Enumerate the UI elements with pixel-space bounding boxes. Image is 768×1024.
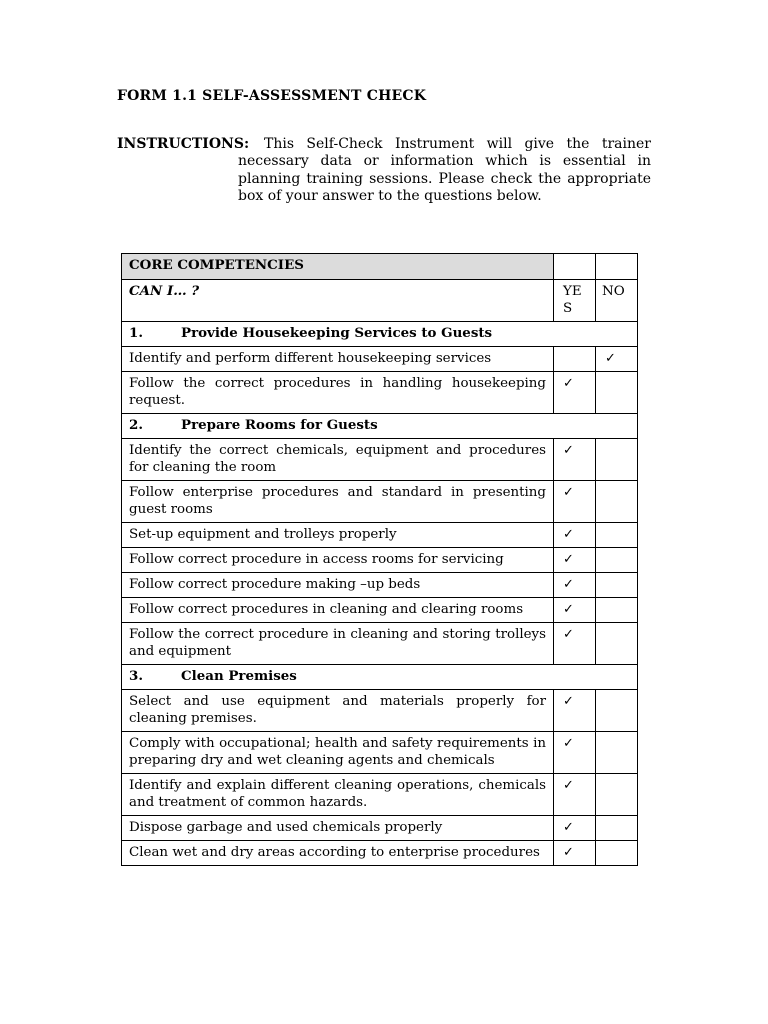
form-title: FORM 1.1 SELF-ASSESSMENT CHECK: [117, 88, 427, 104]
check-mark-icon: ✓: [563, 485, 574, 500]
check-mark-icon: ✓: [563, 627, 574, 642]
empty-cell: [554, 254, 596, 280]
no-checkbox[interactable]: [596, 481, 638, 523]
competency-row: [122, 573, 638, 598]
competency-row: [122, 841, 638, 866]
yes-column-header: [554, 280, 596, 322]
competency-text: Follow the correct procedures in handling housekeeping request.: [122, 372, 554, 414]
no-checkbox[interactable]: [596, 774, 638, 816]
yes-checkbox[interactable]: [554, 548, 596, 573]
no-checkbox[interactable]: [596, 347, 638, 372]
competency-row: [122, 523, 638, 548]
no-checkbox[interactable]: [596, 623, 638, 665]
no-checkbox[interactable]: [596, 523, 638, 548]
competency-row: [122, 816, 638, 841]
yes-checkbox[interactable]: [554, 623, 596, 665]
competency-text: Identify and explain different cleaning operations, chemicals and treatment of common hazards.: [122, 774, 554, 816]
competency-row: [122, 774, 638, 816]
check-mark-icon: ✓: [563, 845, 574, 860]
yes-checkbox[interactable]: [554, 774, 596, 816]
competency-text: Set-up equipment and trolleys properly: [122, 523, 554, 548]
check-mark-icon: ✓: [563, 736, 574, 751]
check-mark-icon: ✓: [563, 694, 574, 709]
section-row: [122, 322, 638, 347]
competency-row: [122, 732, 638, 774]
core-competencies-header: CORE COMPETENCIES: [122, 254, 554, 280]
competency-row: [122, 481, 638, 523]
yes-checkbox[interactable]: [554, 690, 596, 732]
no-checkbox[interactable]: [596, 690, 638, 732]
section-title-cell: [122, 322, 638, 347]
no-checkbox[interactable]: [596, 548, 638, 573]
can-i-row: [122, 280, 638, 322]
no-checkbox[interactable]: [596, 732, 638, 774]
instructions-text: This Self-Check Instrument will give the trainer necessary data or information which is essential in planning training sessions. Please check the appropriate box of your answer to the questions below.: [238, 136, 651, 204]
section-title: Clean Premises: [181, 668, 297, 684]
check-mark-icon: ✓: [563, 602, 574, 617]
competency-text: Follow correct procedure making –up beds: [122, 573, 554, 598]
yes-checkbox[interactable]: [554, 732, 596, 774]
yes-checkbox[interactable]: [554, 481, 596, 523]
instructions-label-text: INSTRUCTIONS: [117, 136, 244, 152]
section-row: [122, 414, 638, 439]
no-checkbox[interactable]: [596, 573, 638, 598]
no-checkbox[interactable]: [596, 598, 638, 623]
competency-text: Select and use equipment and materials properly for cleaning premises.: [122, 690, 554, 732]
section-number: 1.: [129, 325, 143, 341]
section-number: 3.: [129, 668, 143, 684]
can-i-label: CAN I… ?: [122, 280, 554, 322]
competency-text: Dispose garbage and used chemicals properly: [122, 816, 554, 841]
instructions-label: INSTRUCTIONS:: [117, 136, 250, 152]
competency-text: Identify the correct chemicals, equipment and procedures for cleaning the room: [122, 439, 554, 481]
section-title-cell: [122, 665, 638, 690]
no-checkbox[interactable]: [596, 841, 638, 866]
competency-row: [122, 439, 638, 481]
check-mark-icon: ✓: [563, 443, 574, 458]
check-mark-icon: ✓: [563, 527, 574, 542]
no-checkbox[interactable]: [596, 816, 638, 841]
competency-text: Follow correct procedure in access rooms for servicing: [122, 548, 554, 573]
competency-text: Comply with occupational; health and safety requirements in preparing dry and wet cleaning agents and chemicals: [122, 732, 554, 774]
no-column-header: NO: [596, 280, 638, 322]
competency-text: Follow the correct procedure in cleaning and storing trolleys and equipment: [122, 623, 554, 665]
section-title: Provide Housekeeping Services to Guests: [181, 325, 493, 341]
competency-text: Follow correct procedures in cleaning and clearing rooms: [122, 598, 554, 623]
yes-checkbox[interactable]: [554, 598, 596, 623]
competency-text: Clean wet and dry areas according to enterprise procedures: [122, 841, 554, 866]
core-competencies-row: [122, 254, 638, 280]
check-mark-icon: ✓: [563, 376, 574, 391]
yes-checkbox[interactable]: [554, 523, 596, 548]
section-row: [122, 665, 638, 690]
competency-row: [122, 623, 638, 665]
yes-checkbox[interactable]: [554, 372, 596, 414]
no-checkbox[interactable]: [596, 372, 638, 414]
empty-cell: [596, 254, 638, 280]
check-mark-icon: ✓: [605, 351, 616, 366]
section-title-cell: [122, 414, 638, 439]
check-mark-icon: ✓: [563, 820, 574, 835]
yes-checkbox[interactable]: [554, 347, 596, 372]
competency-row: [122, 372, 638, 414]
competency-row: [122, 548, 638, 573]
section-number: 2.: [129, 417, 143, 433]
competency-row: [122, 347, 638, 372]
section-title: Prepare Rooms for Guests: [181, 417, 378, 433]
check-mark-icon: ✓: [563, 577, 574, 592]
competency-text: Follow enterprise procedures and standard in presenting guest rooms: [122, 481, 554, 523]
yes-checkbox[interactable]: [554, 439, 596, 481]
yes-checkbox[interactable]: [554, 841, 596, 866]
check-mark-icon: ✓: [563, 778, 574, 793]
yes-checkbox[interactable]: [554, 573, 596, 598]
competency-row: [122, 598, 638, 623]
competency-text: Identify and perform different housekeeping services: [122, 347, 554, 372]
self-assessment-table: [121, 253, 638, 866]
check-mark-icon: ✓: [563, 552, 574, 567]
competency-row: [122, 690, 638, 732]
yes-header-text: YE S: [563, 284, 582, 316]
no-checkbox[interactable]: [596, 439, 638, 481]
yes-checkbox[interactable]: [554, 816, 596, 841]
